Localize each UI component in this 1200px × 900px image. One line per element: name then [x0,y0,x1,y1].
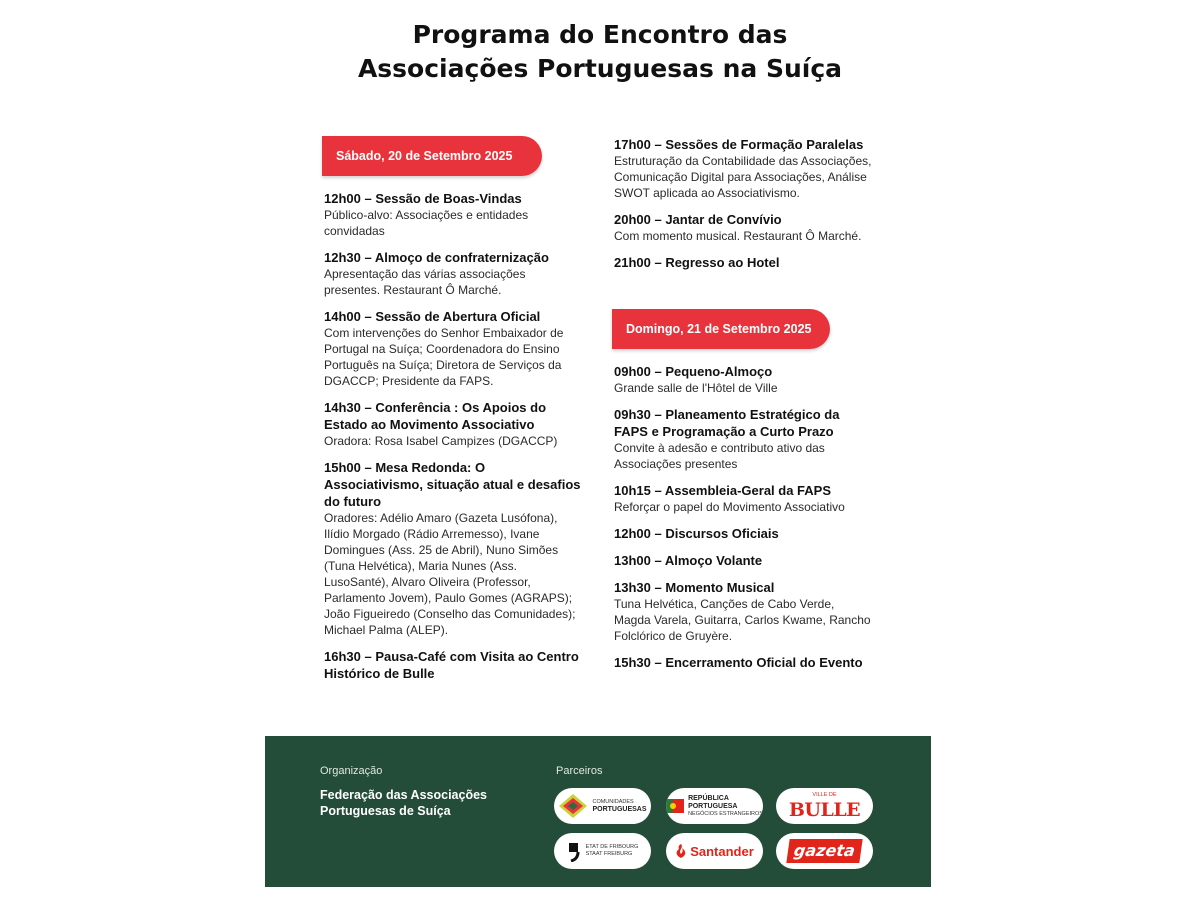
logo-text: NEGÓCIOS ESTRANGEIROS [688,810,763,817]
logo-republica-portuguesa [666,788,763,824]
logo-text: VILLE DE [812,791,837,798]
logo-text: PORTUGUESA [688,802,738,810]
title-line-2: Associações Portuguesas na Suíça [357,54,843,83]
logo-text: PORTUGUESAS [592,805,647,813]
event-description: Tuna Helvética, Canções de Cabo Verde, Magda Varela, Guitarra, Carlos Kwame, Rancho Folclórico de Gruyère. [614,597,871,643]
logo-text: COMUNIDADES [592,798,634,805]
logo-text: Santander [690,843,754,859]
santander-flame-icon [675,844,687,858]
event-heading: 14h00 – Sessão de Abertura Oficial [324,309,541,324]
event-item [614,136,874,201]
day-badge-saturday: Sábado, 20 de Setembro 2025 [322,136,542,176]
event-heading: 13h00 – Almoço Volante [614,553,763,568]
portugal-flag-icon [666,799,684,813]
event-description: Convite à adesão e contributo ativo das Associações presentes [614,441,825,471]
schedule-column-left [324,136,584,692]
gazeta-badge [786,839,862,863]
comunidades-emblem-icon [558,793,588,819]
event-heading: 09h00 – Pequeno-Almoço [614,364,773,379]
event-description: Grande salle de l'Hôtel de Ville [614,381,778,395]
event-item [614,552,874,569]
event-item [614,254,874,271]
logo-ville-de-bulle [776,788,873,824]
event-item [324,249,584,298]
logo-etat-de-fribourg [554,833,651,869]
event-item [324,190,584,239]
event-item [614,525,874,542]
event-heading: 12h30 – Almoço de confraternização [324,250,549,265]
event-item [324,399,584,449]
event-heading: 20h00 – Jantar de Convívio [614,212,782,227]
event-item [614,211,874,244]
event-heading: 12h00 – Sessão de Boas-Vindas [324,191,522,206]
event-description: Público-alvo: Associações e entidades convidadas [324,208,529,238]
organization-name: Federação das Associações Portuguesas de Suíça [320,788,487,818]
event-heading: 13h30 – Momento Musical [614,580,775,595]
event-heading: 09h30 – Planeamento Estratégico da FAPS e Programação a Curto Prazo [614,407,840,439]
title-line-1: Programa do Encontro das [412,20,788,49]
event-item [614,654,874,671]
event-item [324,648,584,682]
footer-banner [265,736,931,887]
logo-gazeta-lusofona [776,833,873,869]
logo-text: REPÚBLICA [688,794,729,802]
logo-text: gazeta [792,841,857,860]
logo-santander [666,833,763,869]
logo-text: ETAT DE FRIBOURG [585,844,639,850]
event-description: Reforçar o papel do Movimento Associativo [614,500,845,514]
event-description: Oradores: Adélio Amaro (Gazeta Lusófona), Ilídio Morgado (Rádio Arremesso), Ivane Domingues (Ass. 25 de Abril), Nuno Simões (Tuna Helvética), Maria Nunes (Ass. LusoSanté), Alvaro Oliveira (Professor, Parlamento Jovem), Paulo Gomes (AGRAPS); João Figueiredo (Conselho das Comunidades); Michael Palma (ALEP). [324,511,576,637]
partners-label: Parceiros [556,765,603,777]
event-heading: 21h00 – Regresso ao Hotel [614,255,780,270]
logo-comunidades-portuguesas [554,788,651,824]
event-description: Apresentação das várias associações presentes. Restaurant Ô Marché. [324,267,526,297]
event-description: Oradora: Rosa Isabel Campizes (DGACCP) [324,434,558,448]
organization-label: Organização [320,765,383,777]
event-description: Com momento musical. Restaurant Ô Marché. [614,229,862,243]
day-badge-sunday: Domingo, 21 de Setembro 2025 [612,309,830,349]
event-item [324,308,584,389]
event-item [614,482,874,515]
event-heading: 14h30 – Conferência : Os Apoios do Estado ao Movimento Associativo [324,400,547,432]
event-item [614,363,874,396]
event-heading: 17h00 – Sessões de Formação Paralelas [614,137,864,152]
event-heading: 16h30 – Pausa-Café com Visita ao Centro Histórico de Bulle [324,649,579,681]
event-description: Estruturação da Contabilidade das Associações, Comunicação Digital para Associações, Análise SWOT aplicada ao Associativismo. [614,154,872,200]
page-title [0,18,1200,86]
event-description: Com intervenções do Senhor Embaixador de Portugal na Suíça; Coordenadora do Ensino Português na Suíça; Diretora de Serviços da DGACCP; Presidente da FAPS. [324,326,564,388]
fribourg-comma-icon [567,840,581,862]
logo-text: STAAT FREIBURG [585,851,633,857]
event-item [324,459,584,638]
event-heading: 12h00 – Discursos Oficiais [614,526,779,541]
event-heading: 10h15 – Assembleia-Geral da FAPS [614,483,832,498]
event-item [614,406,874,472]
event-heading: 15h30 – Encerramento Oficial do Evento [614,655,863,670]
event-item [614,579,874,644]
logo-text: BULLE [788,798,861,821]
event-heading: 15h00 – Mesa Redonda: O Associativismo, situação atual e desafios do futuro [324,460,581,509]
schedule-column-right [614,136,874,681]
